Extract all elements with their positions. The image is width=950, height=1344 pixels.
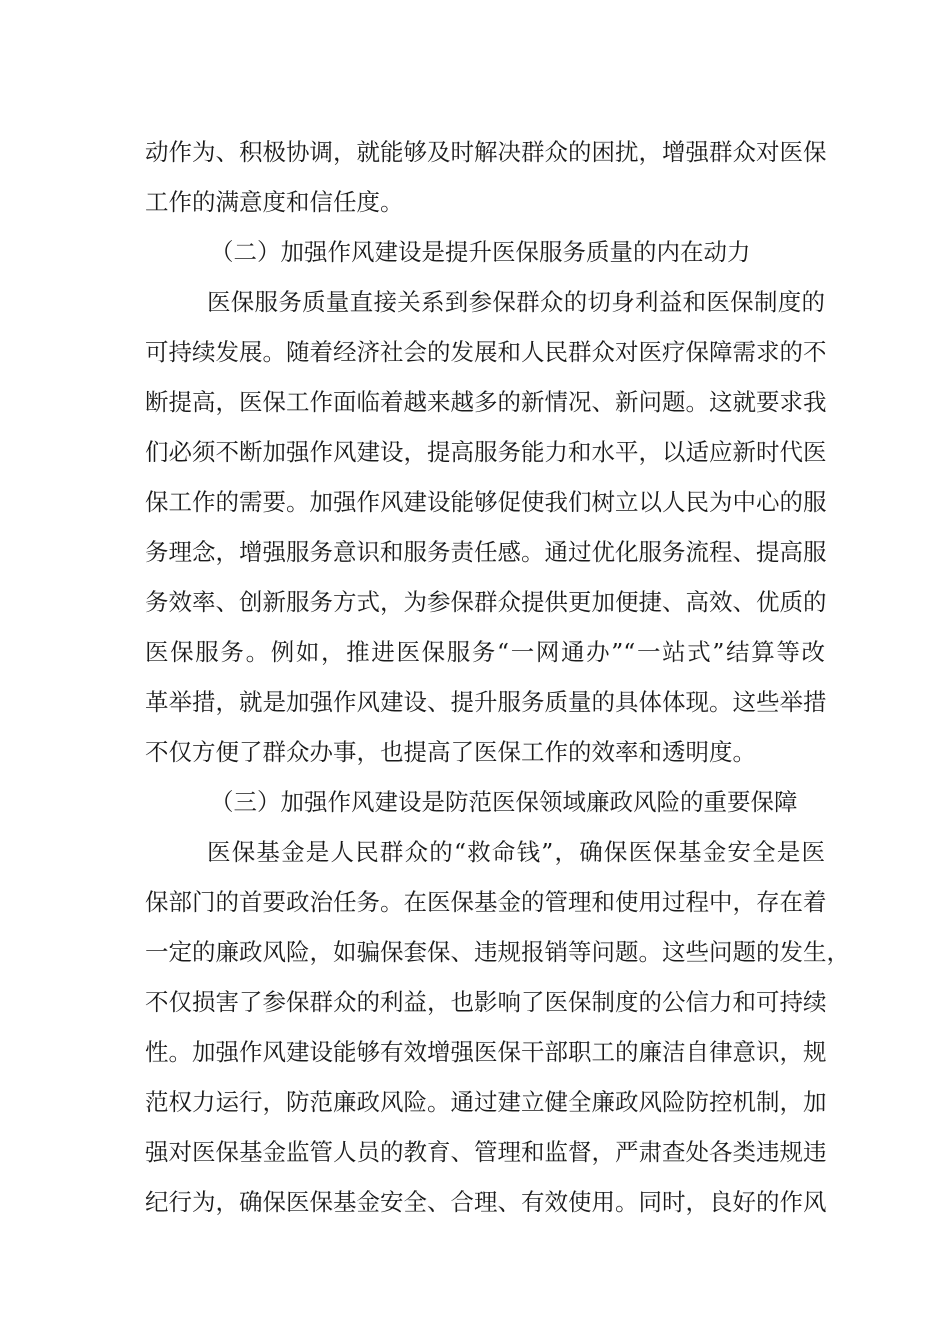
paragraph-3-line-1: 医保基金是人民群众的“救命钱”，确保医保基金安全是医 <box>207 838 825 866</box>
paragraph-2-line-2: 可持续发展。随着经济社会的发展和人民群众对医疗保障需求的不 <box>145 338 827 366</box>
paragraph-2-line-4: 们必须不断加强作风建设，提高服务能力和水平，以适应新时代医 <box>145 438 827 466</box>
section-heading-2: （二）加强作风建设是提升医保服务质量的内在动力 <box>210 238 751 266</box>
paragraph-3-line-7: 强对医保基金监管人员的教育、管理和监督，严肃查处各类违规违 <box>145 1138 827 1166</box>
paragraph-2-line-3: 断提高，医保工作面临着越来越多的新情况、新问题。这就要求我 <box>145 388 827 416</box>
paragraph-1-line-1: 动作为、积极协调，就能够及时解决群众的困扰，增强群众对医保 <box>145 138 827 166</box>
paragraph-3-line-3: 一定的廉政风险，如骗保套保、违规报销等问题。这些问题的发生， <box>145 938 850 966</box>
paragraph-3-line-8: 纪行为，确保医保基金安全、合理、有效使用。同时，良好的作风 <box>145 1188 827 1216</box>
paragraph-2-line-6: 务理念，增强服务意识和服务责任感。通过优化服务流程、提高服 <box>145 538 827 566</box>
paragraph-1-line-2: 工作的满意度和信任度。 <box>145 188 404 216</box>
paragraph-2-line-10: 不仅方便了群众办事，也提高了医保工作的效率和透明度。 <box>145 738 756 766</box>
paragraph-2-line-9: 革举措，就是加强作风建设、提升服务质量的具体体现。这些举措 <box>145 688 827 716</box>
paragraph-2-line-5: 保工作的需要。加强作风建设能够促使我们树立以人民为中心的服 <box>145 488 827 516</box>
section-heading-3: （三）加强作风建设是防范医保领域廉政风险的重要保障 <box>210 788 798 816</box>
paragraph-3-line-5: 性。加强作风建设能够有效增强医保干部职工的廉洁自律意识，规 <box>145 1038 827 1066</box>
paragraph-3-line-2: 保部门的首要政治任务。在医保基金的管理和使用过程中，存在着 <box>145 888 827 916</box>
paragraph-2-line-1: 医保服务质量直接关系到参保群众的切身利益和医保制度的 <box>207 288 825 316</box>
paragraph-2-line-7: 务效率、创新服务方式，为参保群众提供更加便捷、高效、优质的 <box>145 588 827 616</box>
paragraph-3-line-4: 不仅损害了参保群众的利益，也影响了医保制度的公信力和可持续 <box>145 988 827 1016</box>
paragraph-2-line-8: 医保服务。例如，推进医保服务“一网通办”“一站式”结算等改 <box>145 638 825 666</box>
paragraph-3-line-6: 范权力运行，防范廉政风险。通过建立健全廉政风险防控机制，加 <box>145 1088 827 1116</box>
